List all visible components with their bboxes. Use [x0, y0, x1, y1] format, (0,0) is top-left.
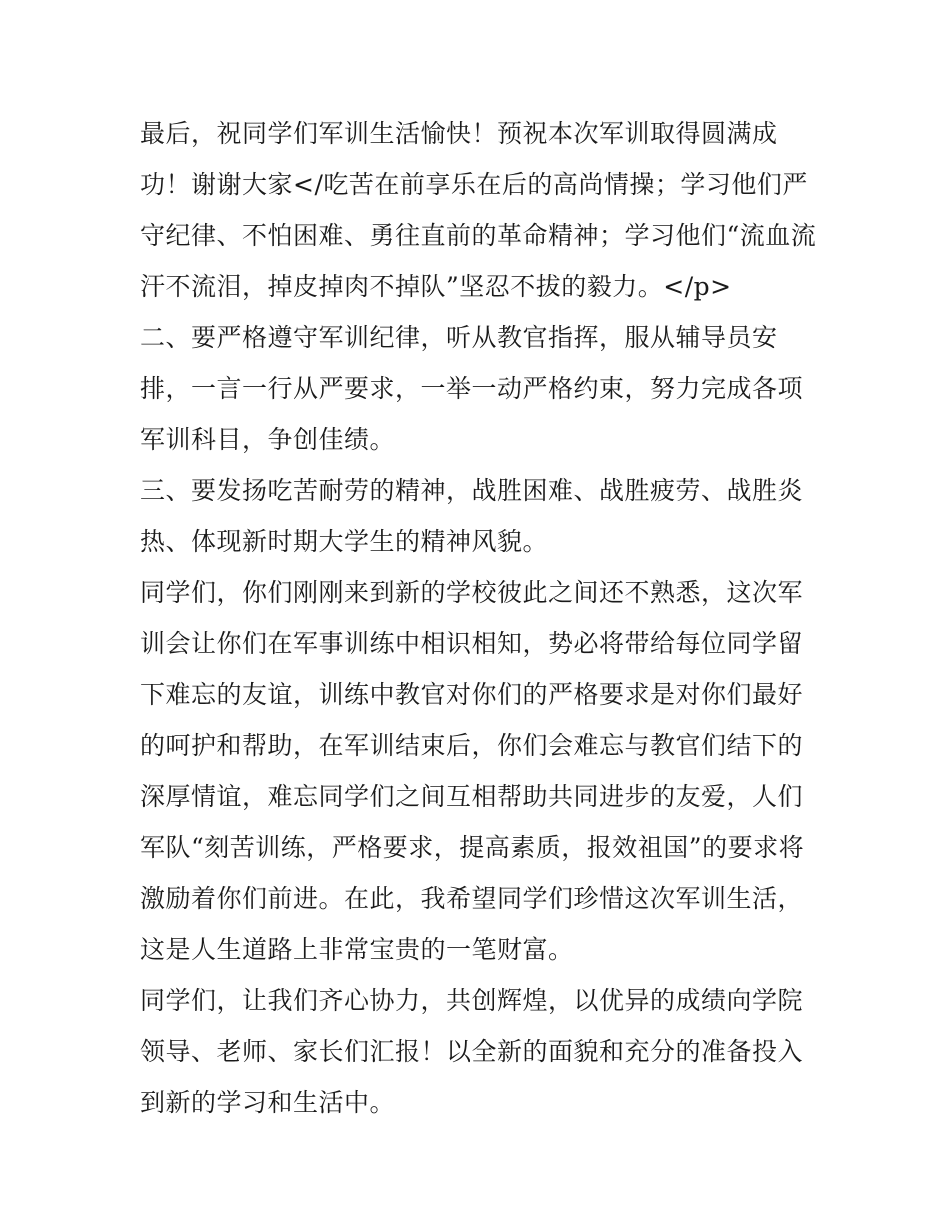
paragraph-discipline: 二、要严格遵守军训纪律，听从教官指挥，服从辅导员安排，一言一行从严要求，一举一动严格约束，努力完成各项军训科目，争创佳绩。	[140, 323, 804, 454]
paragraph-final-call: 同学们，让我们齐心协力，共创辉煌，以优异的成绩向学院领导、老师、家长们汇报！以全新的面貌和充分的准备投入到新的学习和生活中。	[140, 986, 804, 1117]
paragraph-friendship: 同学们，你们刚刚来到新的学校彼此之间还不熟悉，这次军训会让你们在军事训练中相识相知，势必将带给每位同学留下难忘的友谊，训练中教官对你们的严格要求是对你们最好的呵护和帮助，在军训结束后，你们会难忘与教官们结下的深厚情谊，难忘同学们之间互相帮助共同进步的友爱，人们军队“刻苦训练，严格要求，提高素质，报效祖国”的要求将激励着你们前进。在此，我希望同学们珍惜这次军训生活，这是人生道路上非常宝贵的一笔财富。	[140, 578, 805, 964]
document-body	[140, 108, 820, 1128]
paragraph-closing-wishes: 最后，祝同学们军训生活愉快！预祝本次军训取得圆满成功！谢谢大家</吃苦在前享乐在后的高尚情操；学习他们严守纪律、不怕困难、勇往直前的革命精神；学习他们“流血流汗不流泪，掉皮掉肉不掉队”坚忍不拔的毅力。</p>	[140, 119, 817, 301]
paragraph-hardship: 三、要发扬吃苦耐劳的精神，战胜困难、战胜疲劳、战胜炎热、体现新时期大学生的精神风貌。	[140, 476, 804, 556]
